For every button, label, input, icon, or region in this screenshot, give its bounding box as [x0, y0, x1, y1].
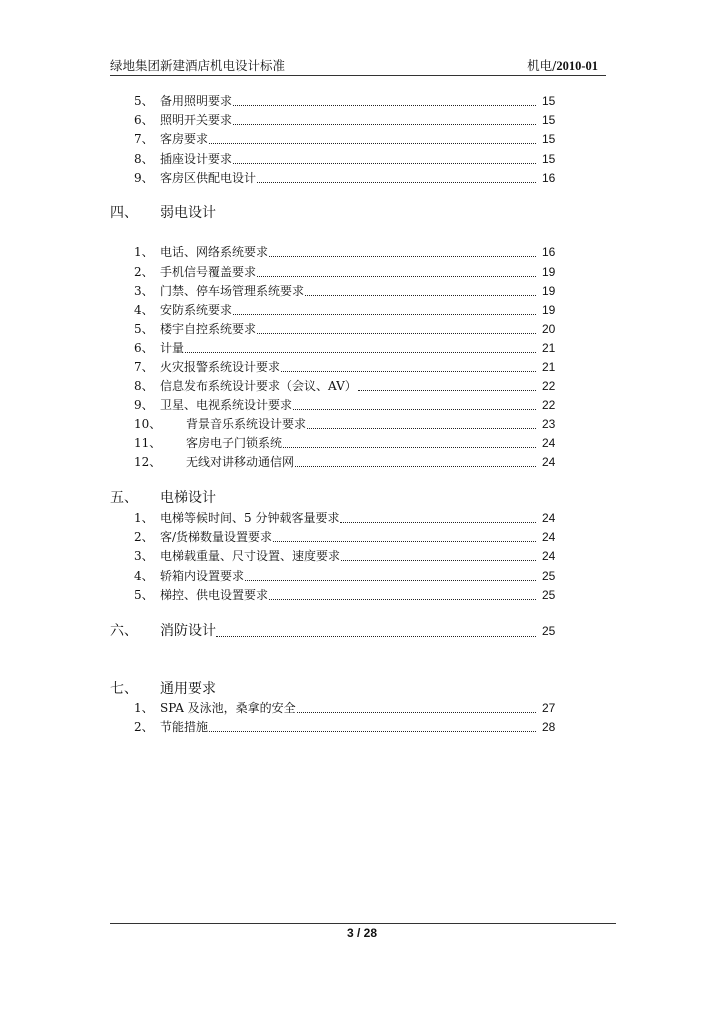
toc-entry-number: 1、 [134, 701, 154, 715]
toc-entry-title: 梯控、供电设置要求 [160, 588, 269, 602]
toc-section-heading[interactable] [0, 679, 724, 699]
toc-entry-title: 插座设计要求 [160, 152, 233, 166]
toc-entry-title: 门禁、停车场管理系统要求 [160, 284, 305, 298]
toc-entry-page: 22 [542, 398, 556, 412]
header-divider [110, 75, 606, 76]
toc-leader-dots [269, 599, 536, 600]
toc-entry-title: 背景音乐系统设计要求 [186, 417, 307, 431]
toc-entry-number: 6、 [134, 341, 154, 355]
toc-leader-dots [233, 124, 536, 125]
toc-leader-dots [281, 371, 536, 372]
toc-entry-title: 备用照明要求 [160, 94, 233, 108]
toc-entry-title: 客房区供配电设计 [160, 171, 257, 185]
toc-entry-page: 15 [542, 94, 556, 108]
toc-entry-number: 8、 [134, 379, 154, 393]
toc-entry-title: 节能措施 [160, 720, 209, 734]
toc-entry[interactable] [0, 377, 724, 395]
toc-leader-dots [341, 560, 536, 561]
toc-entry[interactable] [0, 263, 724, 281]
toc-entry-number: 11、 [134, 436, 162, 450]
page-header [110, 56, 598, 74]
toc-leader-dots [233, 163, 536, 164]
toc-leader-dots [233, 105, 536, 106]
toc-entry-title: 照明开关要求 [160, 113, 233, 127]
toc-entry[interactable] [0, 699, 724, 717]
toc-entry-title: 电梯等候时间、5 分钟载客量要求 [160, 511, 340, 525]
toc-section-heading[interactable] [0, 488, 724, 508]
toc-entry-number: 2、 [134, 720, 154, 734]
toc-entry-title: 手机信号覆盖要求 [160, 265, 257, 279]
toc-entry[interactable] [0, 169, 724, 187]
toc-entry-number: 4、 [134, 569, 154, 583]
toc-entry-page: 19 [542, 303, 556, 317]
toc-entry[interactable] [0, 111, 724, 129]
toc-entry[interactable] [0, 150, 724, 168]
toc-entry-title: 卫星、电视系统设计要求 [160, 398, 293, 412]
toc-entry-number: 9、 [134, 398, 154, 412]
toc-leader-dots [307, 428, 536, 429]
section-title: 弱电设计 [160, 205, 216, 221]
toc-entry-title: 客/货梯数量设置要求 [160, 530, 273, 544]
toc-entry-number: 10、 [134, 417, 162, 431]
toc-entry[interactable] [0, 547, 724, 565]
toc-entry[interactable] [0, 339, 724, 357]
toc-entry-number: 3、 [134, 549, 154, 563]
section-page: 25 [542, 624, 556, 638]
section-number: 五、 [110, 490, 138, 506]
toc-entry-number: 1、 [134, 245, 154, 259]
toc-entry-page: 16 [542, 171, 556, 185]
toc-entry-page: 28 [542, 720, 556, 734]
toc-leader-dots [295, 466, 536, 467]
toc-entry-page: 24 [542, 455, 556, 469]
toc-leader-dots [358, 390, 536, 391]
toc-entry-title: 轿箱内设置要求 [160, 569, 245, 583]
toc-entry[interactable] [0, 453, 724, 471]
section-number: 七、 [110, 681, 138, 697]
toc-entry-page: 21 [542, 360, 556, 374]
toc-entry-page: 27 [542, 701, 556, 715]
toc-leader-dots [257, 276, 536, 277]
toc-leader-dots [257, 333, 536, 334]
toc-entry[interactable] [0, 528, 724, 546]
toc-entry[interactable] [0, 567, 724, 585]
toc-entry-title: 安防系统要求 [160, 303, 233, 317]
toc-entry[interactable] [0, 396, 724, 414]
toc-entry-number: 1、 [134, 511, 154, 525]
toc-entry-page: 25 [542, 569, 556, 583]
toc-entry-title: 火灾报警系统设计要求 [160, 360, 281, 374]
toc-entry-number: 8、 [134, 152, 154, 166]
toc-leader-dots [305, 295, 536, 296]
toc-entry-page: 16 [542, 245, 556, 259]
section-title: 消防设计 [160, 623, 216, 639]
toc-entry-number: 6、 [134, 113, 154, 127]
toc-entry-page: 21 [542, 341, 556, 355]
toc-entry-number: 2、 [134, 530, 154, 544]
toc-entry-title: SPA 及泳池，桑拿的安全 [160, 701, 296, 715]
toc-entry[interactable] [0, 320, 724, 338]
toc-entry-page: 15 [542, 132, 556, 146]
toc-entry[interactable] [0, 415, 724, 433]
toc-entry-page: 24 [542, 436, 556, 450]
toc-entry-title: 计量 [160, 341, 185, 355]
toc-entry-page: 22 [542, 379, 556, 393]
toc-entry-page: 20 [542, 322, 556, 336]
toc-entry[interactable] [0, 92, 724, 110]
toc-entry[interactable] [0, 243, 724, 261]
toc-leader-dots [216, 636, 536, 637]
section-title: 通用要求 [160, 681, 216, 697]
toc-entry-title: 无线对讲移动通信网 [186, 455, 295, 469]
toc-entry-number: 2、 [134, 265, 154, 279]
toc-leader-dots [257, 182, 536, 183]
toc-section-heading[interactable] [0, 203, 724, 223]
toc-leader-dots [293, 409, 536, 410]
toc-leader-dots [269, 256, 536, 257]
toc-entry-title: 楼宇自控系统要求 [160, 322, 257, 336]
toc-entry-number: 12、 [134, 455, 162, 469]
toc-entry-number: 7、 [134, 360, 154, 374]
page-number: 3 / 28 [346, 926, 378, 940]
toc-entry-page: 23 [542, 417, 556, 431]
toc-entry-title: 客房电子门锁系统 [186, 436, 283, 450]
toc-entry-title: 电话、网络系统要求 [160, 245, 269, 259]
toc-entry-number: 4、 [134, 303, 154, 317]
toc-leader-dots [340, 522, 536, 523]
toc-entry-page: 24 [542, 549, 556, 563]
toc-leader-dots [297, 712, 536, 713]
toc-entry-number: 5、 [134, 588, 154, 602]
document-title: 绿地集团新建酒店机电设计标准 [110, 58, 286, 73]
toc-section-heading[interactable] [0, 621, 724, 641]
toc-entry-page: 15 [542, 152, 556, 166]
toc-entry[interactable] [0, 718, 724, 736]
toc-entry-page: 15 [542, 113, 556, 127]
toc-entry-number: 3、 [134, 284, 154, 298]
toc-leader-dots [209, 143, 536, 144]
toc-leader-dots [209, 731, 536, 732]
toc-leader-dots [185, 352, 536, 353]
toc-entry-page: 24 [542, 530, 556, 544]
toc-entry[interactable] [0, 130, 724, 148]
toc-leader-dots [273, 541, 536, 542]
section-number: 四、 [110, 205, 138, 221]
toc-leader-dots [245, 580, 536, 581]
toc-entry-page: 19 [542, 265, 556, 279]
toc-entry[interactable] [0, 434, 724, 452]
toc-entry-title: 信息发布系统设计要求（会议、AV） [160, 379, 357, 393]
toc-entry-page: 24 [542, 511, 556, 525]
toc-entry-title: 电梯载重量、尺寸设置、速度要求 [160, 549, 341, 563]
section-number: 六、 [110, 623, 138, 639]
toc-entry[interactable] [0, 358, 724, 376]
toc-entry-title: 客房要求 [160, 132, 209, 146]
toc-entry-number: 9、 [134, 171, 154, 185]
toc-entry[interactable] [0, 282, 724, 300]
toc-entry-page: 19 [542, 284, 556, 298]
document-code: 机电/2010-01 [527, 58, 598, 73]
toc-entry[interactable] [0, 301, 724, 319]
section-title: 电梯设计 [160, 490, 216, 506]
toc-entry-number: 5、 [134, 322, 154, 336]
toc-entry-number: 7、 [134, 132, 154, 146]
toc-entry[interactable] [0, 586, 724, 604]
toc-entry-page: 25 [542, 588, 556, 602]
toc-entry-number: 5、 [134, 94, 154, 108]
footer-divider [110, 923, 616, 924]
toc-entry[interactable] [0, 509, 724, 527]
toc-leader-dots [233, 314, 536, 315]
toc-leader-dots [283, 447, 536, 448]
